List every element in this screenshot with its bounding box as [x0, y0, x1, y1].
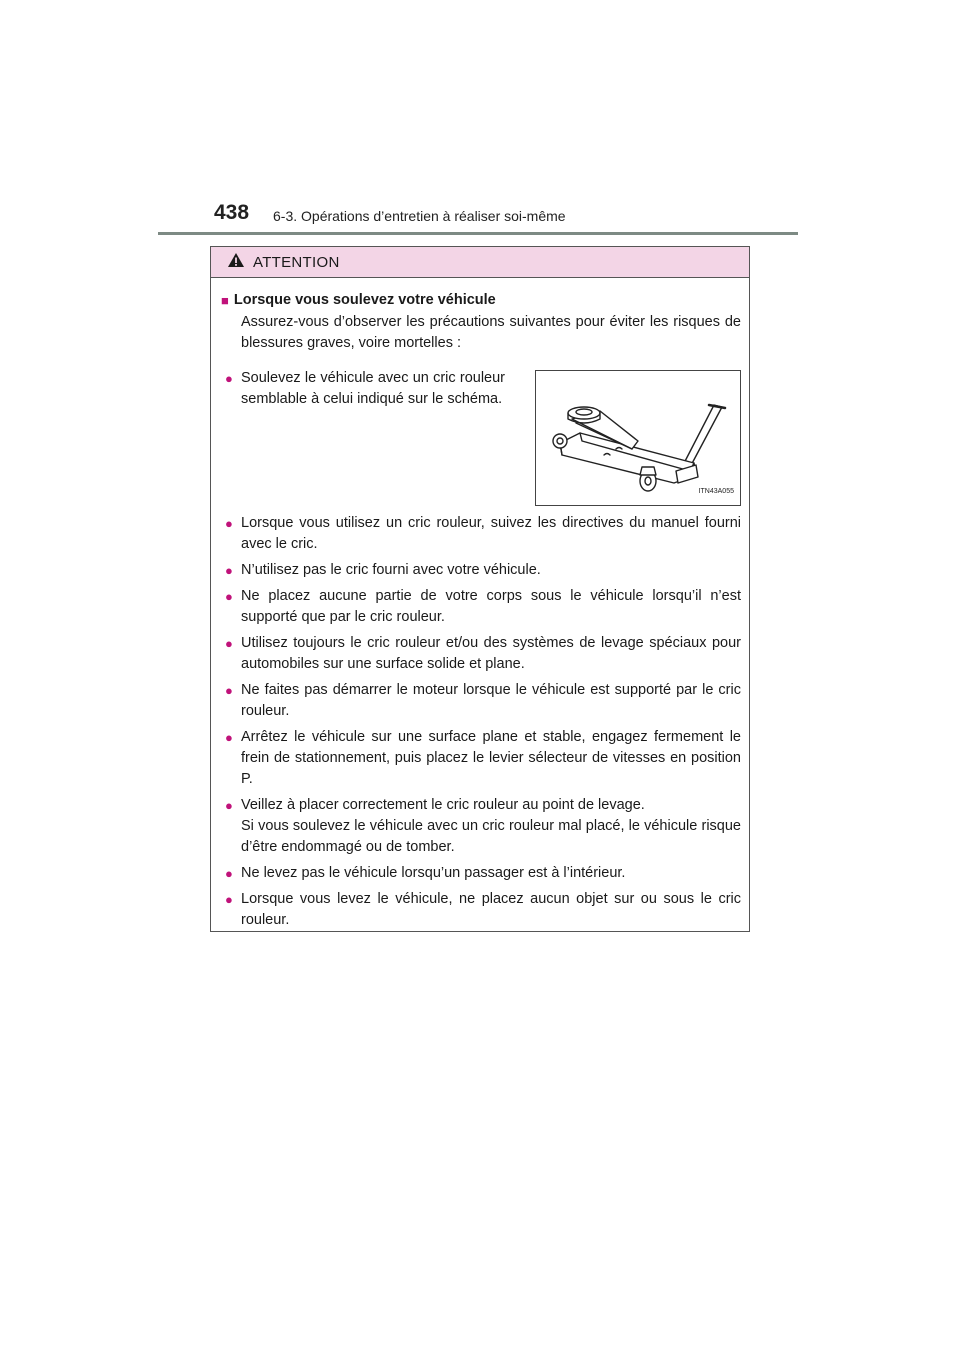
list-item [225, 727, 741, 790]
list-item [225, 889, 741, 931]
bullet-dot-icon: ● [225, 892, 233, 907]
bullet-dot-icon: ● [225, 866, 233, 881]
warning-header [211, 247, 749, 278]
list-item [225, 680, 741, 722]
bullet-dot-icon: ● [225, 516, 233, 531]
list-item [225, 863, 741, 884]
bullet-list [221, 513, 741, 931]
square-bullet-icon: ■ [221, 293, 229, 308]
list-item-text: Utilisez toujours le cric rouleur et/ou des systèmes de levage spéciaux pour automobiles sur une surface solide et plane. [241, 635, 741, 672]
list-item [225, 560, 741, 581]
list-item [225, 368, 505, 410]
bullet-dot-icon: ● [225, 371, 233, 386]
list-item-text: Arrêtez le véhicule sur une surface plane et stable, engagez fermement le frein de stationnement, puis placez le levier sélecteur de vitesses en position P. [241, 729, 741, 787]
list-item [225, 633, 741, 675]
heading-text: Lorsque vous soulevez votre véhicule [233, 292, 496, 308]
list-item-text: Ne placez aucune partie de votre corps sous le véhicule lorsqu’il n’est supporté que par le cric rouleur. [241, 588, 741, 625]
list-item-text: N’utilisez pas le cric fourni avec votre véhicule. [241, 562, 541, 578]
list-item-line: Veillez à placer correctement le cric rouleur au point de levage. [241, 797, 645, 813]
list-item-text: Lorsque vous levez le véhicule, ne placez aucun objet sur ou sous le cric rouleur. [241, 891, 741, 928]
page-number: 438 [214, 201, 250, 224]
list-item [225, 513, 741, 555]
warning-title: ATTENTION [253, 253, 340, 271]
figure-row [221, 368, 741, 506]
bullet-dot-icon: ● [225, 563, 233, 578]
list-item-text: Lorsque vous utilisez un cric rouleur, suivez les directives du manuel fourni avec le cric. [241, 515, 741, 552]
section-heading [221, 290, 741, 311]
list-item-text: Ne faites pas démarrer le moteur lorsque le véhicule est supporté par le cric rouleur. [241, 682, 741, 719]
header-rule [158, 232, 798, 235]
bullet-dot-icon: ● [225, 636, 233, 651]
warning-box [210, 246, 750, 932]
list-item-text [241, 795, 741, 858]
bullet-dot-icon: ● [225, 589, 233, 604]
warning-triangle-icon [227, 252, 245, 273]
floor-jack-figure [535, 370, 741, 506]
list-item-line: Si vous soulevez le véhicule avec un cric rouleur mal placé, le véhicule risque d’être endommagé ou de tomber. [241, 818, 741, 855]
figure-code: ITN43A055 [698, 488, 734, 495]
list-item [225, 586, 741, 628]
bullet-dot-icon: ● [225, 683, 233, 698]
bullet-dot-icon: ● [225, 730, 233, 745]
warning-body [211, 278, 749, 931]
intro-text: Assurez-vous d’observer les précautions suivantes pour éviter les risques de blessures graves, voire mortelles : [241, 314, 741, 351]
list-item [225, 795, 741, 858]
list-item-text: Ne levez pas le véhicule lorsqu’un passager est à l’intérieur. [241, 865, 626, 881]
bullet-dot-icon: ● [225, 798, 233, 813]
section-title: 6-3. Opérations d’entretien à réaliser soi-même [273, 208, 566, 224]
list-item-text: Soulevez le véhicule avec un cric rouleur semblable à celui indiqué sur le schéma. [241, 370, 505, 407]
